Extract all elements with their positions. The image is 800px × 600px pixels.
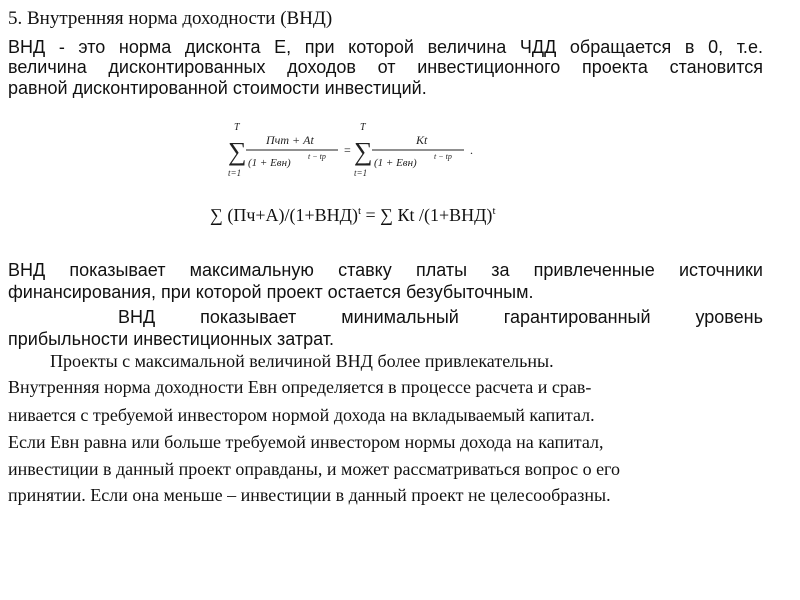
word: дисконта: [184, 37, 261, 57]
equals-sign: =: [344, 143, 351, 157]
svg-text:.: .: [470, 143, 473, 157]
word: дисконтированных: [108, 57, 266, 77]
word: величина: [427, 37, 507, 57]
word: инвестиционного: [417, 57, 561, 77]
word: это: [78, 37, 106, 57]
word: источники: [678, 260, 763, 280]
left-numerator: Пчт + At: [266, 133, 314, 147]
para4: Проекты с максимальной величиной ВНД более привлекательны.: [50, 351, 554, 371]
word: привлеченные: [533, 260, 655, 280]
word: доходов: [287, 57, 356, 77]
para3-line-1: [118, 307, 763, 328]
word: показывает: [69, 260, 166, 280]
word: ВНД: [118, 307, 156, 327]
sum-symbol-2: ∑: [354, 137, 373, 166]
sum-lower-limit-2: t=1: [354, 168, 368, 178]
definition-line-3: равной дисконтированной стоимости инвестиций.: [8, 78, 427, 98]
para5-line-5: принятии. Если она меньше – инвестиции в данный проект не целесообразны.: [8, 485, 611, 505]
word: уровень: [695, 307, 763, 327]
word: величина: [8, 57, 87, 77]
sum-symbol: ∑: [228, 137, 247, 166]
word: гарантированный: [503, 307, 651, 327]
para5-line-3: Если Евн равна или больше требуемой инвестором нормы дохода на капитал,: [8, 432, 604, 452]
sum-lower-limit: t=1: [228, 168, 242, 178]
word: ставку: [338, 260, 392, 280]
word: т.е.: [736, 37, 763, 57]
word: Е,: [274, 37, 292, 57]
word: от: [377, 57, 396, 77]
right-denominator: (1 + Eвн): [374, 157, 417, 169]
word: ВНД: [8, 37, 46, 57]
right-exponent: t − tp: [434, 152, 452, 161]
word: платы: [415, 260, 467, 280]
sum-upper-limit: T: [234, 122, 240, 133]
para5-line-2: нивается с требуемой инвестором нормой дохода на вкладываемый капитал.: [8, 405, 595, 425]
right-numerator: Kt: [416, 133, 428, 147]
word: показывает: [200, 307, 297, 327]
page-title: 5. Внутренняя норма доходности (ВНД): [8, 8, 333, 29]
word: в: [684, 37, 695, 57]
irr-formula-text: ∑ $(Пч+А)/(1+ВНД)^t$ = ∑ Кt $/(1+ВНД)^t$: [210, 205, 496, 225]
word: ВНД: [8, 260, 46, 280]
para5-line-1: Внутренняя норма доходности Евн определяется в процессе расчета и срав-: [8, 377, 592, 397]
word: максимальную: [189, 260, 314, 280]
word: становится: [669, 57, 763, 77]
definition-line-2: [8, 57, 763, 78]
sum-upper-limit-2: T: [360, 122, 366, 133]
para2-line-1: [8, 260, 763, 281]
word: минимальный: [341, 307, 459, 327]
word: ЧДД: [519, 37, 557, 57]
word: норма: [118, 37, 172, 57]
word: при: [304, 37, 335, 57]
word: за: [491, 260, 510, 280]
word: -: [58, 37, 65, 57]
word: проекта: [581, 57, 648, 77]
word: обращается: [569, 37, 672, 57]
definition-line-1: [8, 37, 763, 58]
word: 0,: [708, 37, 724, 57]
left-denominator: (1 + Eвн): [248, 157, 291, 169]
word: которой: [348, 37, 414, 57]
npv-equation-image: [228, 120, 478, 182]
para5-line-4: инвестиции в данный проект оправданы, и может рассматриваться вопрос о его: [8, 459, 620, 479]
para2-line-2: финансирования, при которой проект остается безубыточным.: [8, 282, 534, 302]
left-exponent: t − tp: [308, 152, 326, 161]
para3-line-2: прибыльности инвестиционных затрат.: [8, 329, 335, 349]
